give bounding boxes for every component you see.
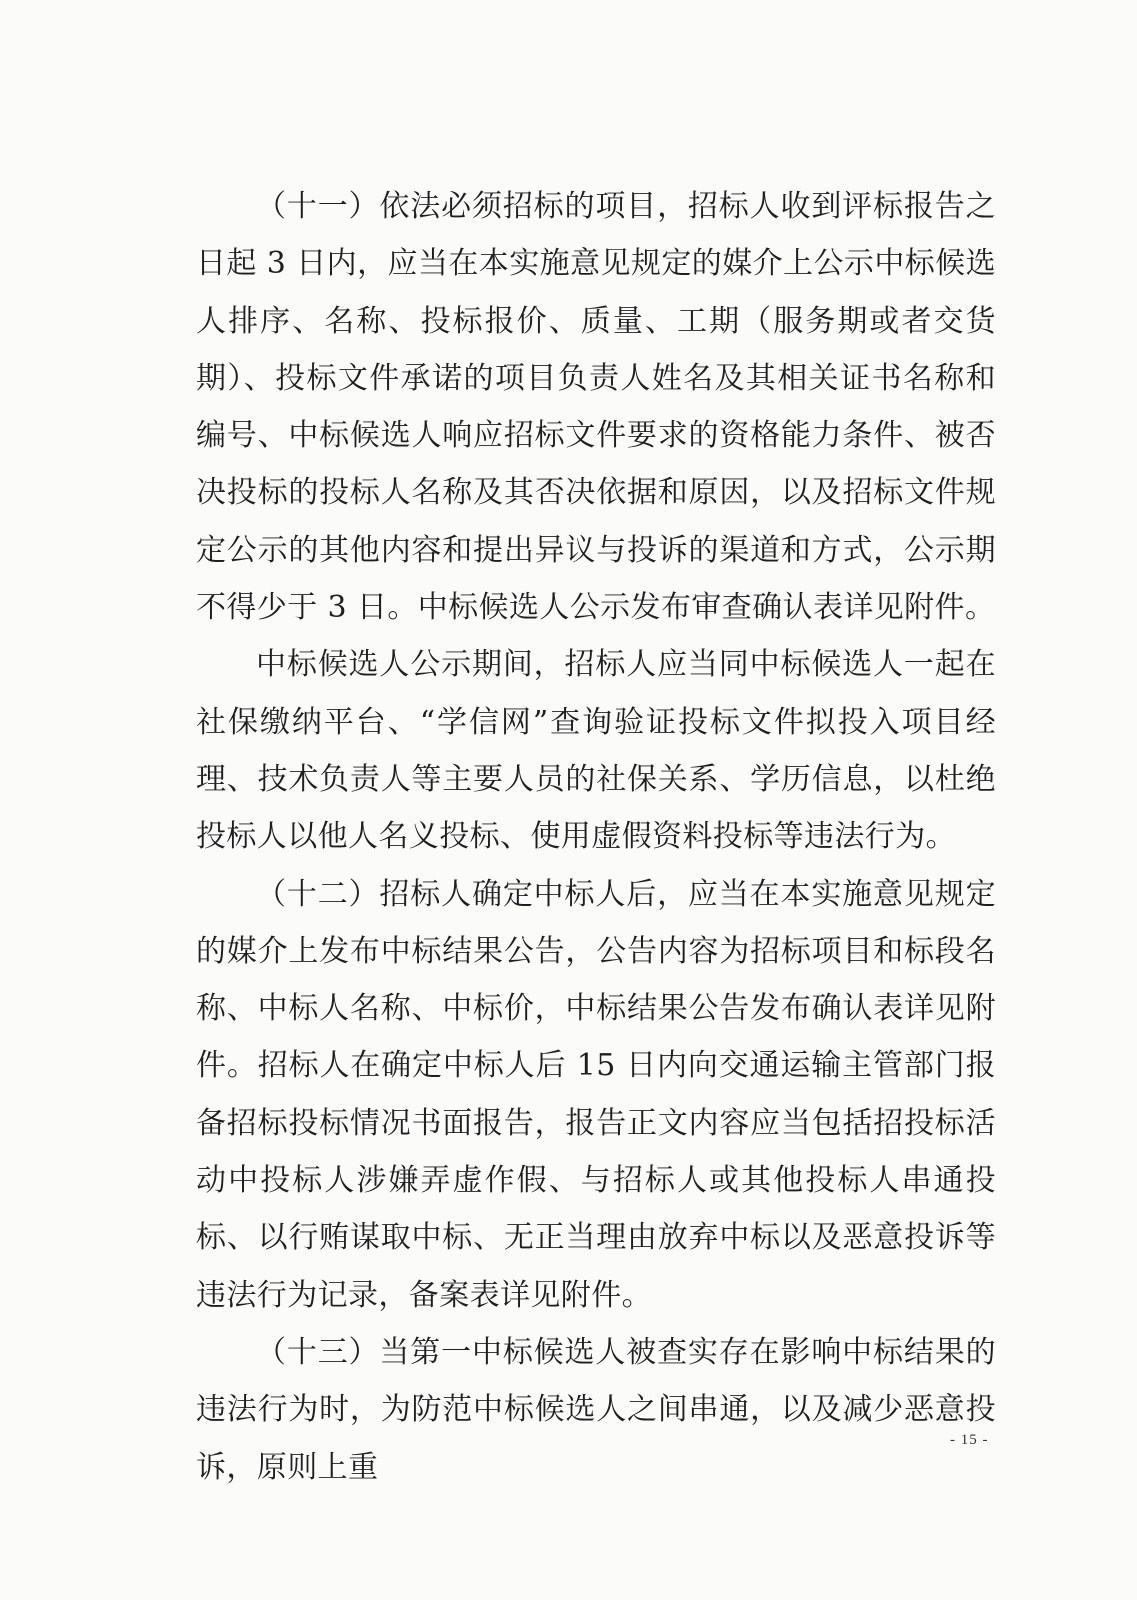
document-body bbox=[196, 178, 996, 1496]
paragraph-13: （十三）当第一中标候选人被查实存在影响中标结果的违法行为时，为防范中标候选人之间串通，以及减少恶意投诉，原则上重 bbox=[196, 1334, 996, 1485]
paragraph-12: （十二）招标人确定中标人后，应当在本实施意见规定的媒介上发布中标结果公告，公告内容为招标项目和标段名称、中标人名称、中标价，中标结果公告发布确认表详见附件。招标人在确定中标人后 15 日内向交通运输主管部门报备招标投标情况书面报告，报告正文内容应当包括招投标活动中投标人涉嫌弄虚作假、与招标人或其他投标人串通投标、以行贿谋取中标、无正当理由放弃中标以及恶意投诉等违法行为记录，备案表详见附件。 bbox=[196, 876, 996, 1313]
paragraph-verification: 中标候选人公示期间，招标人应当同中标候选人一起在社保缴纳平台、“学信网”查询验证投标文件拟投入项目经理、技术负责人等主要人员的社保关系、学历信息，以杜绝投标人以他人名义投标、使用虚假资料投标等违法行为。 bbox=[196, 647, 996, 855]
paragraph-11: （十一）依法必须招标的项目，招标人收到评标报告之日起 3 日内，应当在本实施意见规定的媒介上公示中标候选人排序、名称、投标报价、质量、工期（服务期或者交货期）、投标文件承诺的项目负责人姓名及其相关证书名称和编号、中标候选人响应招标文件要求的资格能力条件、被否决投标的投标人名称及其否决依据和原因，以及招标文件规定公示的其他内容和提出异议与投诉的渠道和方式，公示期不得少于 3 日。中标候选人公示发布审查确认表详见附件。 bbox=[196, 189, 996, 626]
page-number: - 15 - bbox=[950, 1432, 989, 1448]
